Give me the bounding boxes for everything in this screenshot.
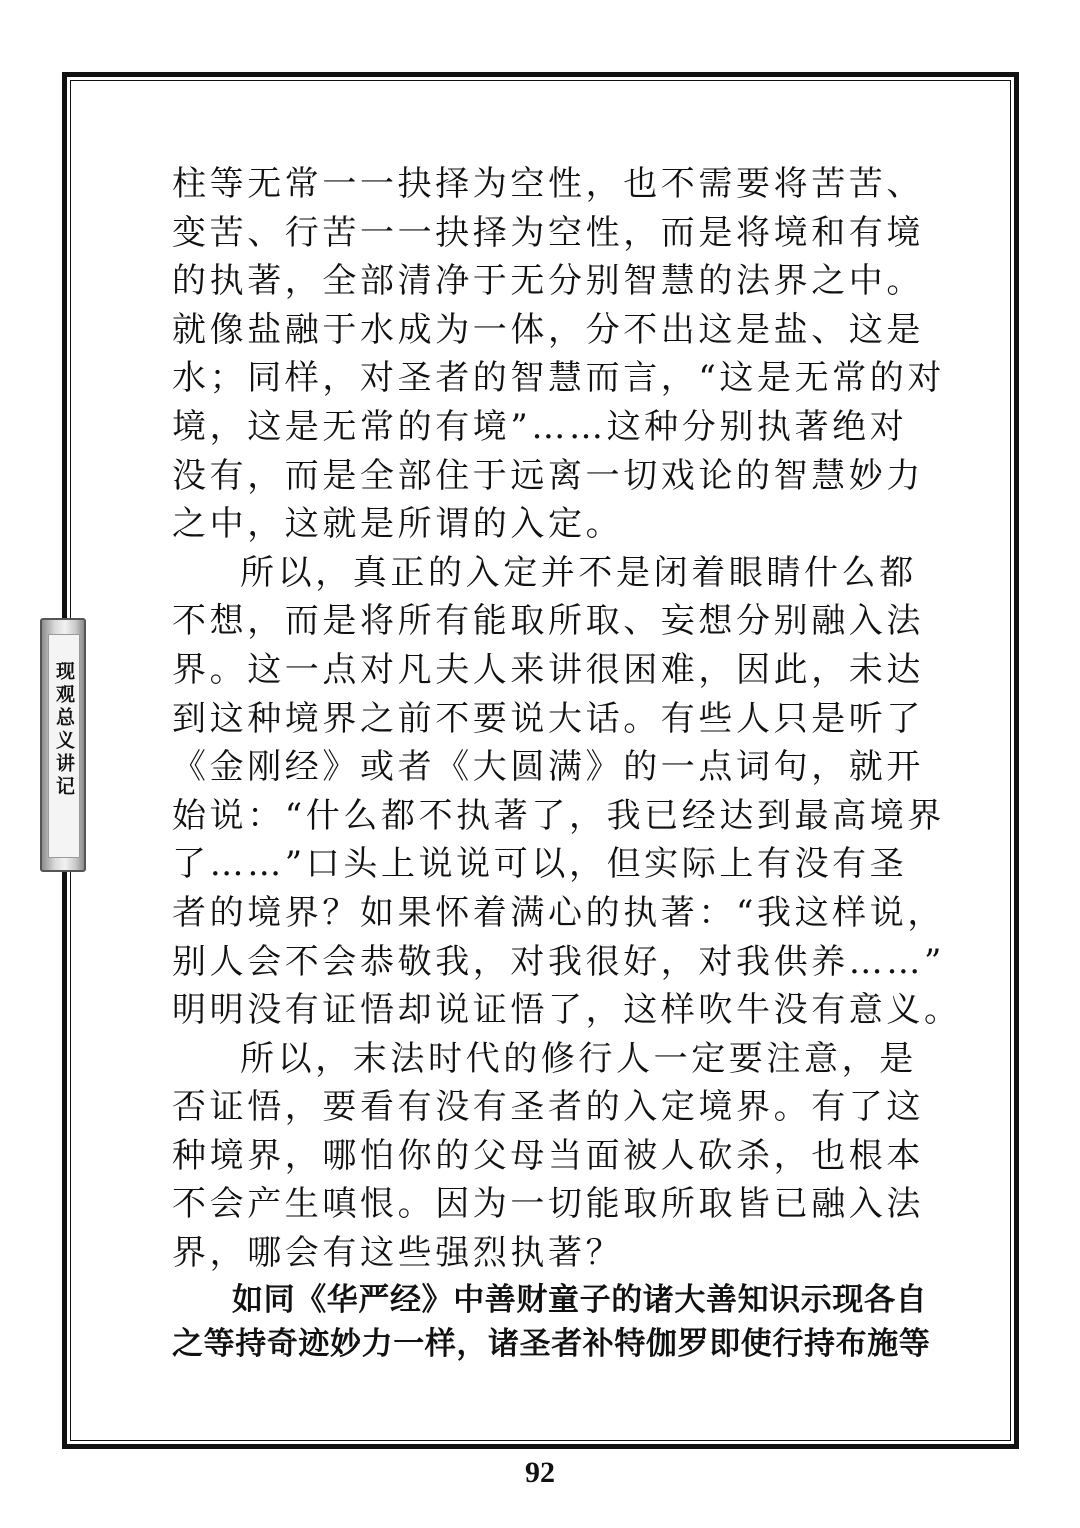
text-line: 界。这一点对凡夫人来讲很困难，因此，未达 (172, 649, 924, 690)
text-line: 水；同样，对圣者的智慧而言，“这是无常的对 (172, 358, 945, 399)
text-line: 种境界，哪怕你的父母当面被人砍杀，也根本 (172, 1135, 924, 1176)
text-line: 的执著，全部清净于无分别智慧的法界之中。 (172, 261, 924, 302)
paragraph-start-line: 所以，真正的入定并不是闭着眼睛什么都 (240, 552, 917, 593)
quote-line: 之等持奇迹妙力一样，诸圣者补特伽罗即使行持布施等 (172, 1325, 931, 1362)
text-line: 者的境界？如果怀着满心的执著：“我这样说， (172, 892, 945, 933)
text-line: 否证悟，要看有没有圣者的入定境界。有了这 (172, 1087, 924, 1128)
text-line: 之中，这就是所谓的入定。 (172, 504, 624, 545)
text-line: 不想，而是将所有能取所取、妄想分别融入法 (172, 601, 924, 642)
text-line: 柱等无常一一抉择为空性，也不需要将苦苦、 (172, 164, 924, 204)
text-line: 不会产生嗔恨。因为一切能取所取皆已融入法 (172, 1184, 924, 1225)
side-tab-panel (48, 634, 80, 858)
body-text (172, 160, 962, 1366)
book-title-side-tab (40, 618, 86, 872)
text-line: 就像盐融于水成为一体，分不出这是盐、这是 (172, 309, 924, 350)
text-line: 境，这是无常的有境”……这种分别执著绝对 (172, 406, 908, 447)
text-line: 了……”口头上说说可以，但实际上有没有圣 (172, 844, 908, 885)
text-line: 没有，而是全部住于远离一切戏论的智慧妙力 (172, 455, 924, 496)
text-line: 始说：“什么都不执著了，我已经达到最高境界 (172, 795, 945, 836)
text-line: 到这种境界之前不要说大话。有些人只是听了 (172, 698, 924, 739)
text-line: 明明没有证悟却说证悟了，这样吹牛没有意义。 (172, 990, 962, 1031)
book-title-label: 现观总义讲记 (53, 661, 75, 799)
paragraph-start-line: 所以，末法时代的修行人一定要注意，是 (240, 1038, 917, 1079)
text-line: 界，哪会有这些强烈执著？ (172, 1233, 624, 1274)
quote-line: 如同《华严经》中善财童子的诸大善知识示现各自 (232, 1281, 928, 1318)
text-line: 别人会不会恭敬我，对我很好，对我供养……” (172, 941, 945, 982)
page-number: 92 (525, 1456, 555, 1489)
text-line: 《金刚经》或者《大圆满》的一点词句，就开 (172, 747, 924, 788)
text-line: 变苦、行苦一一抉择为空性，而是将境和有境 (172, 212, 924, 253)
